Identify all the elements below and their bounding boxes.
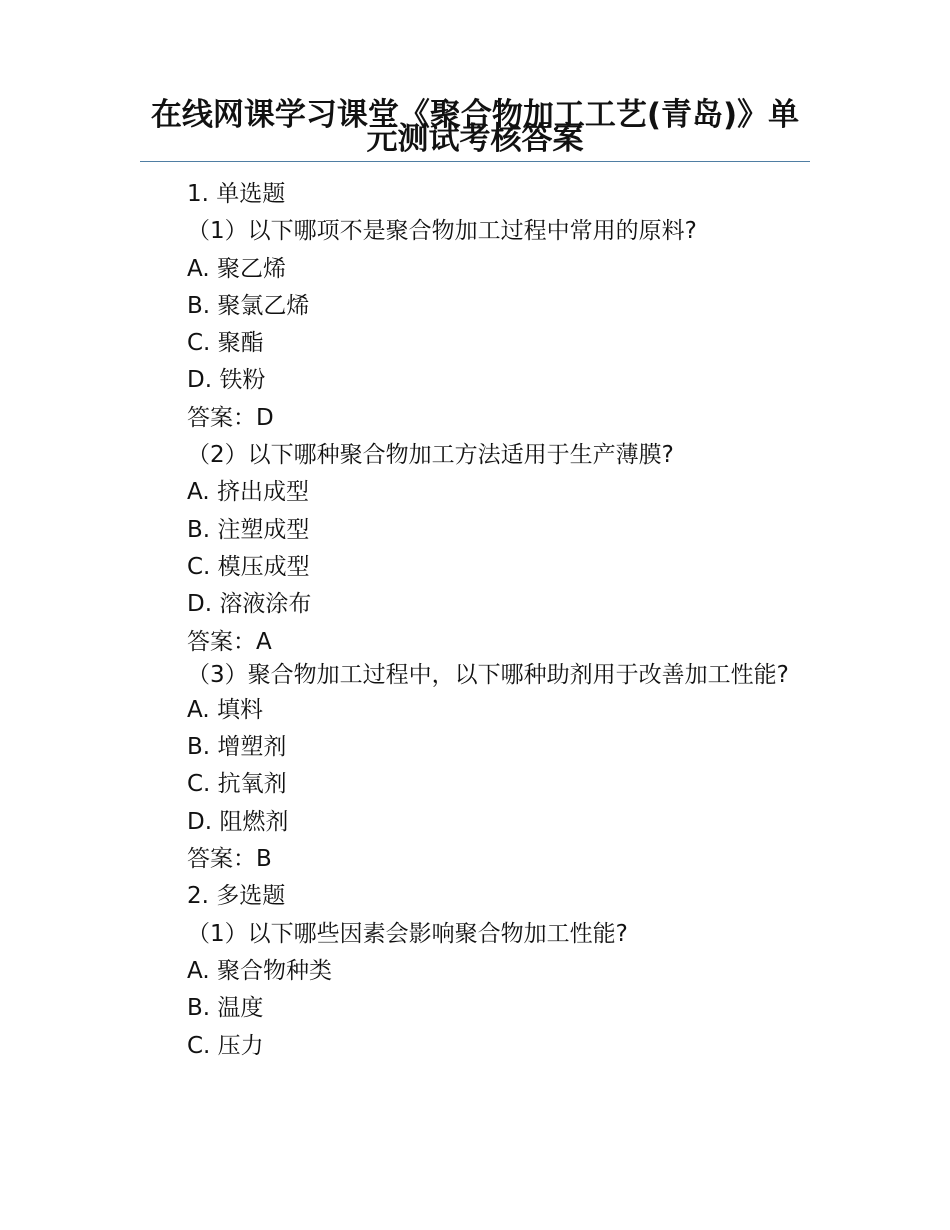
- option-c: C. 抗氧剂: [187, 771, 287, 798]
- option-c: C. 压力: [187, 1032, 264, 1059]
- answer: 答案：B: [187, 846, 272, 873]
- title-underline: [140, 161, 810, 162]
- option-d: D. 溶液涂布: [187, 591, 312, 618]
- question-stem: （2）以下哪种聚合物加工方法适用于生产薄膜?: [187, 442, 674, 469]
- option-a: A. 聚合物种类: [187, 957, 332, 984]
- option-c: C. 聚酯: [187, 330, 264, 357]
- option-b: B. 增塑剂: [187, 734, 287, 761]
- document-title: 在线网课学习课堂《聚合物加工工艺(青岛)》单元测试考核答案: [150, 97, 800, 157]
- option-d: D. 铁粉: [187, 367, 266, 394]
- option-d: D. 阻燃剂: [187, 808, 289, 835]
- document-body: [140, 176, 810, 1065]
- option-b: B. 注塑成型: [187, 516, 310, 543]
- answer: 答案：D: [187, 404, 274, 431]
- option-a: A. 挤出成型: [187, 479, 309, 506]
- option-c: C. 模压成型: [187, 553, 310, 580]
- section-heading: 2. 多选题: [187, 883, 286, 910]
- question-stem: （1）以下哪些因素会影响聚合物加工性能?: [187, 920, 628, 947]
- option-b: B. 温度: [187, 995, 264, 1022]
- question-stem: （3）聚合物加工过程中，以下哪种助剂用于改善加工性能?: [187, 661, 789, 688]
- section-heading: 1. 单选题: [187, 181, 286, 207]
- answer: 答案：A: [187, 628, 272, 655]
- option-b: B. 聚氯乙烯: [187, 292, 310, 319]
- option-a: A. 填料: [187, 696, 263, 723]
- question-stem: （1）以下哪项不是聚合物加工过程中常用的原料?: [187, 218, 697, 245]
- option-a: A. 聚乙烯: [187, 255, 286, 282]
